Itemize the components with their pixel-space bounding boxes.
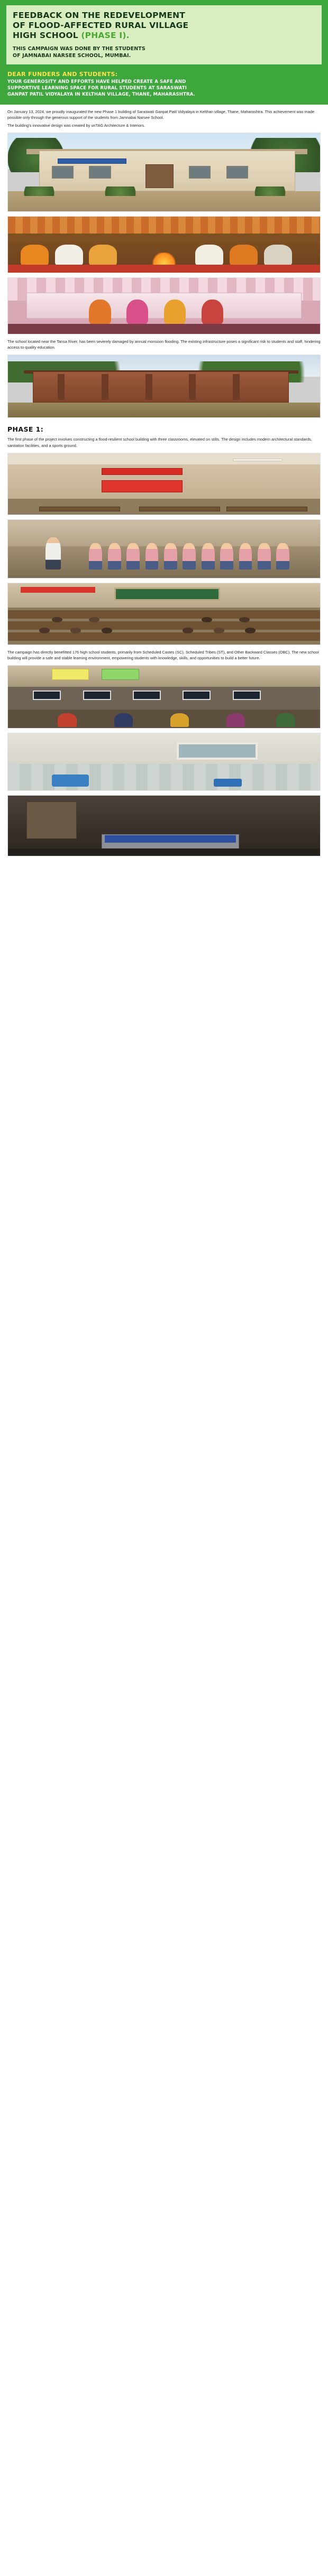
page-title-line2: OF FLOOD-AFFECTED RURAL VILLAGE	[13, 20, 189, 30]
architect-paragraph: The building's innovative design was created by unTAG Architecture & Interiors.	[7, 123, 145, 128]
header-inner-panel	[6, 5, 322, 64]
phase-heading: PHASE 1:	[7, 425, 44, 434]
photo-classroom-full	[7, 583, 321, 645]
damage-caption: The school located near the Tansa River, has been severely damaged by annual monsoon flooding. The existing infrastructure poses a significant risk to students and staff, hindering access to quality education.	[7, 339, 321, 350]
intro-paragraph: On January 13, 2024, we proudly inaugurated the new Phase 1 building of Saraswati Ganpat Patil Vidyalaya in Kelthan village, Thane, Maharashtra. This achievement was made possible only through the generous support of the students from Jamnabai Narsee School.	[7, 109, 315, 120]
photo-damaged-old-school	[7, 354, 321, 418]
photo-computer-lab	[7, 665, 321, 729]
feedback-report-page	[0, 0, 328, 871]
page-subtitle-line1: THIS CAMPAIGN WAS DONE BY THE STUDENTS	[13, 45, 145, 52]
photo-cultural-performance	[7, 277, 321, 334]
benefit-caption: The campaign has directly benefitted 176 high school students, primarily from Scheduled Castes (SC), Scheduled Tribes (ST), and Other Backward Classes (OBC). The new school building will provide a safe and stable learning environment, empowering students with knowledge, skills, and opportunities to build a better future.	[7, 649, 319, 660]
photo-new-school-building	[7, 133, 321, 212]
funders-body-line1: YOUR GENEROSITY AND EFFORTS HAVE HELPED CREATE A SAFE AND	[7, 79, 186, 85]
funders-body-line3: GANPAT PATIL VIDYALAYA IN KELTHAN VILLAGE, THANE, MAHARASHTRA.	[7, 92, 195, 98]
funders-body	[7, 79, 321, 98]
photo-inauguration-ceremony	[7, 216, 321, 273]
photo-sanitation-block	[7, 733, 321, 791]
funders-band	[0, 69, 328, 105]
report-body	[0, 105, 328, 871]
page-title-line1: FEEDBACK ON THE REDEVELOPMENT	[13, 11, 186, 20]
photo-classroom-with-banner	[7, 453, 321, 515]
funders-body-line2: SUPPORTIVE LEARNING SPACE FOR RURAL STUDENTS AT SARASWATI	[7, 86, 187, 91]
page-subtitle	[13, 46, 315, 60]
page-title-line3: HIGH SCHOOL	[13, 30, 78, 40]
phase-paragraph: The first phase of the project involves constructing a flood-resilient school building with three classrooms, elevated on stilts. The design includes modern architectural standards, sanitation facilities, and a sports ground.	[7, 437, 312, 448]
funders-title: DEAR FUNDERS AND STUDENTS:	[7, 71, 118, 78]
page-title	[13, 11, 315, 41]
page-title-phase: (PHASE I).	[81, 30, 130, 40]
header-band	[0, 0, 328, 69]
page-subtitle-line2: OF JAMNABAI NARSEE SCHOOL, MUMBAI.	[13, 52, 131, 59]
photo-students-assembly	[7, 519, 321, 578]
photo-dormitory-room	[7, 795, 321, 856]
